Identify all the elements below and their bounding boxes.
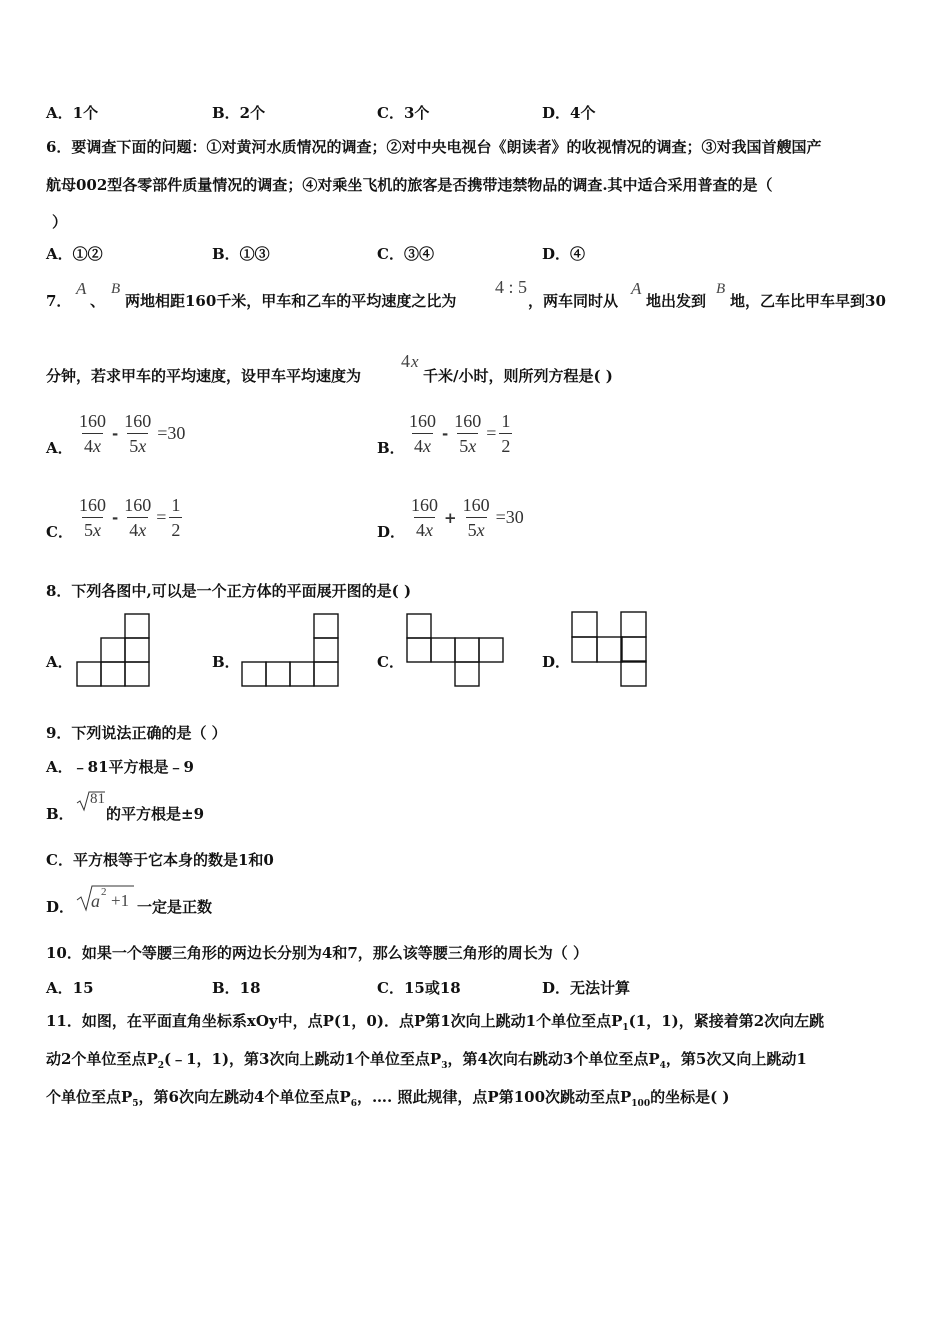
net-square	[77, 662, 101, 686]
q9-option-b-text: 的平方根是±9	[106, 805, 205, 823]
q7-var-a: A	[76, 279, 87, 298]
q11-text: 动2个单位至点P	[46, 1050, 158, 1068]
denominator-var: x	[93, 436, 101, 456]
q7-text3: 地出发到	[646, 292, 707, 310]
q11-text: 个单位至点P	[46, 1088, 133, 1106]
q6-option-d: D．④	[542, 245, 586, 263]
q8-stem: 8．下列各图中,可以是一个正方体的平面展开图的是( )	[46, 582, 412, 600]
net-square	[431, 638, 455, 662]
q11-line2	[46, 1049, 807, 1076]
q7-option-c-equation: 160 5x - $\frac{160}{4x}$ = $\frac{1}{2}$	[79, 495, 181, 540]
q7-option-a-label: A．	[46, 439, 73, 457]
denominator-coef: 5	[129, 436, 139, 456]
operator: +	[444, 508, 457, 527]
q7-option-c-label: C．	[46, 523, 73, 541]
q11-text: ，第5次又向上跳动1	[665, 1050, 807, 1068]
q9-option-b-label: B．	[46, 805, 74, 823]
cube-net-a	[75, 612, 151, 688]
q5-option-c: C．3个	[377, 104, 430, 122]
q11-text: (﹣1，1)，第3次向上跳动1个单位至点P	[163, 1050, 442, 1068]
denominator-var: x	[138, 520, 147, 540]
subscript: 3	[441, 1061, 448, 1071]
q10-option-d: D．无法计算	[542, 979, 631, 997]
q5-option-b: B．2个	[212, 104, 266, 122]
rhs-denominator: 2	[171, 520, 181, 540]
net-square	[572, 612, 597, 637]
numerator: 160	[124, 495, 152, 515]
subscript: 6	[350, 1099, 357, 1109]
q6-option-b: B．①③	[212, 245, 270, 263]
q9-d-base: a	[91, 891, 100, 911]
denominator-var: x	[423, 436, 431, 456]
net-square	[314, 614, 338, 638]
q9-b-radicand: 81	[90, 791, 105, 807]
net-square	[597, 637, 622, 662]
q11-text: (1，1)，紧接着第2次向左跳	[628, 1012, 825, 1030]
q7-var-b: B	[111, 281, 121, 297]
q7-speed-var: x	[411, 352, 419, 371]
subscript: 4	[659, 1061, 666, 1071]
net-square	[101, 638, 125, 662]
q11-text: 的坐标是( )	[650, 1088, 730, 1106]
operator: -	[112, 424, 119, 443]
numerator: 160	[79, 495, 106, 515]
net-square	[407, 638, 431, 662]
denominator-coef: 4	[129, 520, 139, 540]
q7-number: 7．	[46, 292, 72, 310]
denominator-var: x	[468, 436, 477, 456]
numerator: 160	[454, 411, 482, 431]
subscript: 2	[157, 1061, 164, 1071]
denominator-var: x	[138, 436, 147, 456]
q7-text1: 两地相距160千米，甲车和乙车的平均速度之比为	[125, 292, 457, 310]
net-square	[242, 662, 266, 686]
net-square	[101, 662, 125, 686]
denominator-coef: 4	[84, 436, 93, 456]
rhs-numerator: 1	[501, 411, 511, 431]
q10-option-a: A．15	[46, 979, 94, 997]
rhs-denominator: 2	[501, 436, 511, 456]
q8-label-d: D．	[542, 653, 571, 671]
net-square	[314, 662, 338, 686]
q10-option-c: C．15或18	[377, 979, 461, 997]
q9-d-rest: +1	[111, 891, 130, 910]
net-square	[266, 662, 290, 686]
numerator: 160	[409, 411, 436, 431]
subscript: 5	[132, 1099, 139, 1109]
q9-stem: 9．下列说法正确的是（ ）	[46, 724, 227, 742]
denominator-coef: 4	[414, 436, 423, 456]
net-square	[314, 638, 338, 662]
q7-var-b2: B	[716, 281, 726, 297]
q10-stem: 10．如果一个等腰三角形的两边长分别为4和7，那么该等腰三角形的周长为（ ）	[46, 944, 588, 962]
numerator: 160	[124, 411, 152, 431]
net-square	[125, 638, 149, 662]
cube-net-b	[240, 612, 340, 688]
subscript: 100	[631, 1099, 651, 1109]
operator: -	[442, 424, 449, 443]
q7-text2: ，两车同时从	[528, 292, 619, 310]
q8-label-c: C．	[377, 653, 404, 671]
q7-option-b-label: B．	[377, 439, 405, 457]
net-square	[455, 638, 479, 662]
q11-text: ，第4次向右跳动3个单位至点P	[447, 1050, 660, 1068]
q9-d-exponent: 2	[101, 886, 107, 898]
q9-option-a: A．﹣81平方根是﹣9	[46, 758, 194, 776]
net-square	[621, 661, 646, 686]
subscript: 1	[622, 1023, 629, 1033]
q11-line1	[46, 1011, 824, 1038]
q7-option-a-equation	[75, 410, 185, 457]
cube-net-c	[405, 612, 505, 688]
rhs: =30	[157, 423, 186, 443]
denominator-coef: 5	[459, 436, 469, 456]
q6-option-c: C．③④	[377, 245, 434, 263]
operator: -	[112, 508, 119, 527]
cube-net-d	[570, 610, 648, 688]
q9-option-c: C．平方根等于它本身的数是1和0	[46, 851, 274, 869]
rhs: =30	[495, 507, 524, 527]
q7-line2b: 千米/小时，则所列方程是( )	[423, 367, 613, 385]
denominator-var: x	[425, 520, 433, 540]
q5-option-a: A．1个	[46, 104, 99, 122]
q6-stem-line3: ）	[52, 213, 68, 231]
denominator-var: x	[476, 520, 485, 540]
q11-text: ，第6次向左跳动4个单位至点P	[138, 1088, 351, 1106]
net-square	[125, 614, 149, 638]
numerator: 160	[411, 495, 438, 515]
net-square	[125, 662, 149, 686]
q9-option-d-text: 一定是正数	[137, 898, 213, 916]
q11-line3	[46, 1087, 730, 1114]
numerator: 160	[462, 495, 490, 515]
q10-option-b: B．18	[212, 979, 261, 997]
q6-stem-line1: 6．要调查下面的问题：①对黄河水质情况的调查；②对中央电视台《朗读者》的收视情况的调查；③对我国首艘国产	[46, 138, 822, 156]
q7-sep: 、	[90, 292, 106, 310]
net-square	[621, 612, 646, 637]
q5-option-d: D．4个	[542, 104, 596, 122]
q7-var-a2: A	[631, 279, 642, 298]
q11-text: ，…. 照此规律，点P第100次跳动至点P	[356, 1088, 632, 1106]
q8-label-b: B．	[212, 653, 240, 671]
net-square	[572, 637, 597, 662]
numerator: 160	[79, 411, 106, 431]
denominator-var: x	[93, 520, 101, 540]
net-square	[290, 662, 314, 686]
q7-option-b-equation: 160 4x - $\frac{160}{5x}$ = $\frac{1}{2}$	[409, 411, 511, 456]
denominator-coef: 5	[467, 520, 477, 540]
rhs-numerator: 1	[171, 495, 181, 515]
denominator-coef: 4	[416, 520, 425, 540]
denominator-coef: 5	[84, 520, 93, 540]
q7-option-d-label: D．	[377, 523, 406, 541]
q7-ratio: 4 : 5	[495, 277, 528, 297]
q8-label-a: A．	[46, 653, 73, 671]
net-square	[479, 638, 503, 662]
q11-text: 11．如图，在平面直角坐标系xOy中，点P(1，0)．点P第1次向上跳动1个单位至点P	[46, 1012, 623, 1030]
q6-stem-line2: 航母002型各零部件质量情况的调查；④对乘坐飞机的旅客是否携带违禁物品的调查.其中适合采用普查的是（	[46, 176, 773, 194]
q6-option-a: A．①②	[46, 245, 103, 263]
q7-option-d-equation	[407, 494, 524, 541]
q7-line2a: 分钟，若求甲车的平均速度，设甲车平均速度为	[46, 367, 362, 385]
net-square	[407, 614, 431, 638]
q7-text4: 地，乙车比甲车早到30	[730, 292, 886, 310]
q9-option-d-label: D．	[46, 898, 75, 916]
q7-speed-coef: 4	[401, 351, 410, 371]
net-square	[621, 637, 646, 662]
net-square	[455, 662, 479, 686]
